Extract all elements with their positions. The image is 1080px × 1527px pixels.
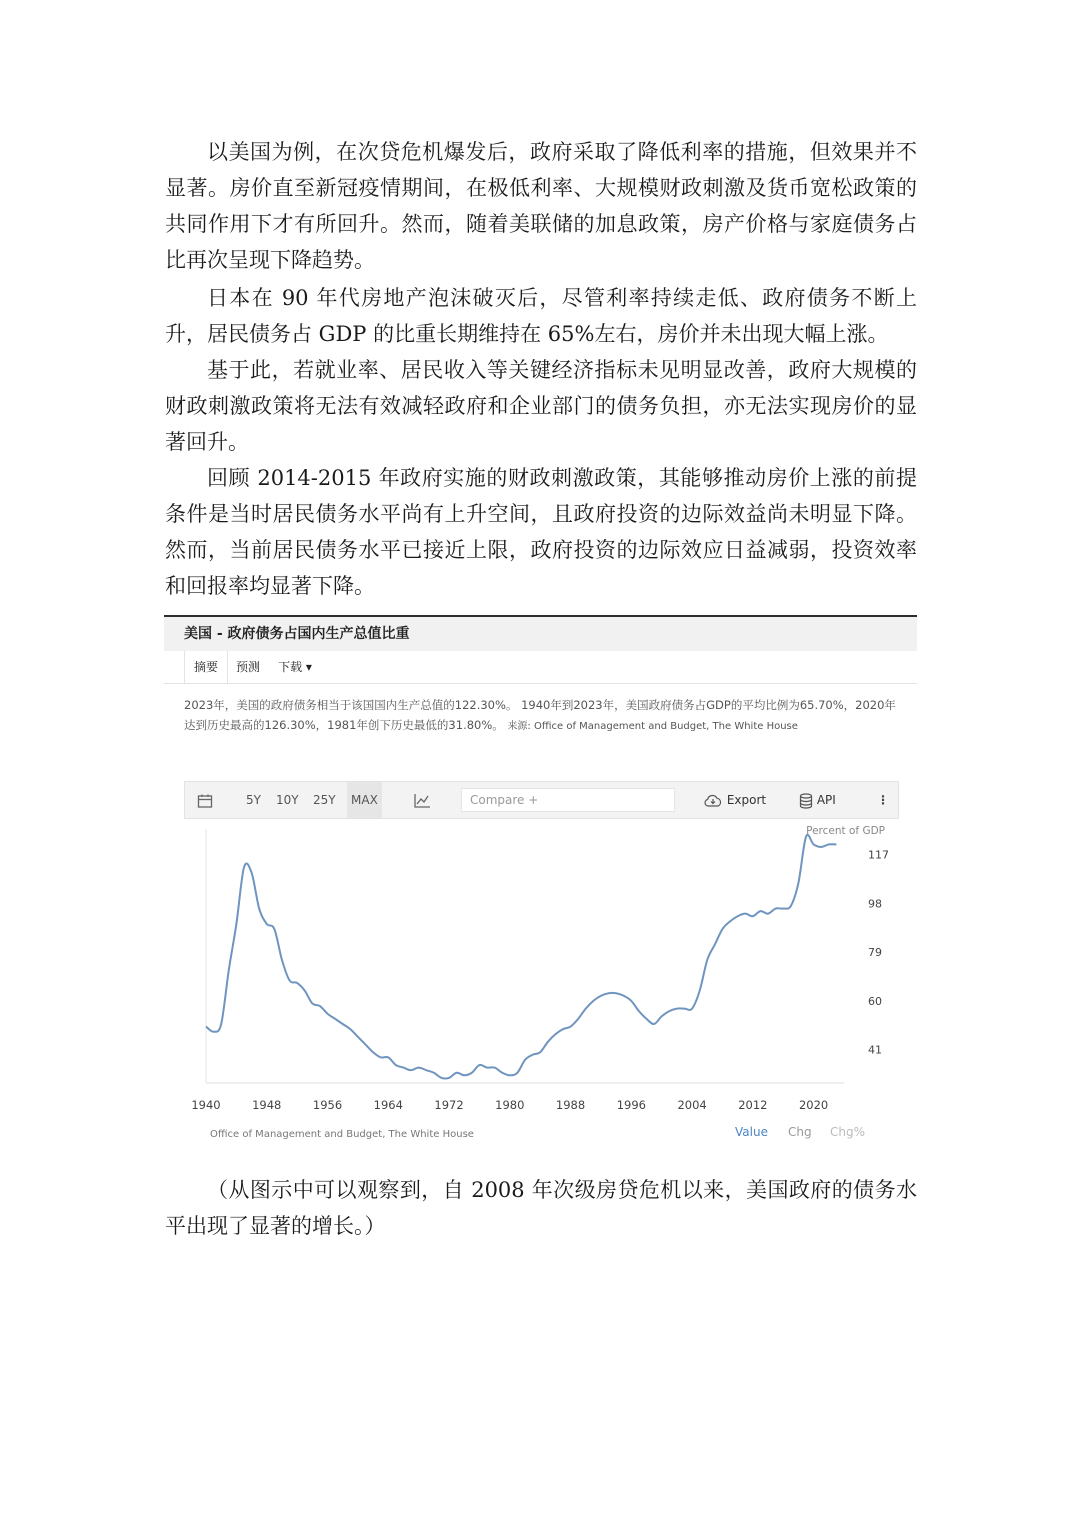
description-text: 2023年，美国的政府债务相当于该国国内生产总值的122.30%。 1940年到2023年，美国政府债务占GDP的平均比例为65.70%，2020年达到历史最高的126.30%，1981年创下历史最低的31.80%。	[184, 698, 896, 732]
export-label: Export	[726, 793, 767, 807]
x-tick-label: 1964	[373, 1098, 403, 1112]
paragraph-review-2014-2015: 回顾 2014-2015 年政府实施的财政刺激政策，其能够推动房价上涨的前提条件是当时居民债务水平尚有上升空间，且政府投资的边际效益尚未明显下降。然而，当前居民债务水平已接近上限，政府投资的边际效应日益减弱，投资效率和回报率均显著下降。	[165, 466, 917, 598]
range-max-button[interactable]: MAX	[347, 782, 382, 818]
chart-page-title: 美国 - 政府债务占国内生产总值比重	[164, 617, 917, 651]
description-source: 来源: Office of Management and Budget, The White House	[507, 721, 798, 732]
x-tick-label: 2004	[677, 1098, 707, 1112]
more-options-icon[interactable]: ⋮	[877, 793, 889, 807]
x-tick-label: 1988	[555, 1098, 586, 1112]
x-tick-label: 1940	[191, 1098, 221, 1112]
x-tick-label: 1996	[616, 1098, 646, 1112]
y-tick-label: 41	[868, 1043, 882, 1057]
chg-link[interactable]: Chg	[788, 1125, 812, 1139]
x-tick-label: 1972	[434, 1098, 464, 1112]
plot-area	[184, 819, 899, 1149]
tab-summary[interactable]: 摘要	[184, 651, 228, 683]
value-link[interactable]: Value	[735, 1125, 768, 1139]
paragraph-japan-example: 日本在 90 年代房地产泡沫破灭后，尽管利率持续走低、政府债务不断上升，居民债务占 GDP 的比重长期维持在 65%左右，房价并未出现大幅上涨。	[165, 286, 917, 346]
chart-footer-source: Office of Management and Budget, The White House	[210, 1129, 474, 1140]
x-tick-label: 1948	[252, 1098, 282, 1112]
y-tick-label: 117	[868, 848, 889, 862]
api-button[interactable]	[799, 782, 836, 818]
cloud-download-icon	[703, 794, 723, 808]
line-chart	[184, 819, 899, 1119]
calendar-icon[interactable]	[197, 782, 213, 818]
compare-input[interactable]: Compare +	[461, 788, 675, 812]
chg-pct-link[interactable]: Chg%	[830, 1125, 866, 1139]
x-tick-label: 2020	[798, 1098, 829, 1112]
y-tick-label: 60	[868, 994, 882, 1008]
y-axis-unit-label: Percent of GDP	[806, 825, 885, 837]
x-tick-label: 2012	[738, 1098, 768, 1112]
api-label: API	[816, 793, 836, 807]
tab-bar	[164, 651, 917, 684]
paragraph-us-example: 以美国为例，在次贷危机爆发后，政府采取了降低利率的措施，但效果并不显著。房价直至新冠疫情期间，在极低利率、大规模财政刺激及货币宽松政策的共同作用下才有所回升。然而，随着美联储的加息政策，房产价格与家庭债务占比再次呈现下降趋势。	[165, 140, 917, 272]
database-icon	[799, 793, 813, 809]
paragraph-conclusion: 基于此，若就业率、居民收入等关键经济指标未见明显改善，政府大规模的财政刺激政策将无法有效减轻政府和企业部门的债务负担，亦无法实现房价的显著回升。	[165, 358, 917, 454]
x-tick-label: 1956	[312, 1098, 343, 1112]
tab-download[interactable]: 下载 ▾	[278, 660, 312, 674]
embedded-chart-screenshot	[164, 615, 917, 1150]
figure-caption: （从图示中可以观察到，自 2008 年次级房贷危机以来，美国政府的债务水平出现了显著的增长。）	[165, 1178, 917, 1238]
y-tick-label: 98	[868, 897, 882, 911]
tab-forecast[interactable]: 预测	[235, 660, 260, 674]
range-25y-button[interactable]: 25Y	[313, 793, 336, 807]
y-tick-label: 79	[868, 946, 882, 960]
chart-type-icon[interactable]	[413, 782, 431, 818]
range-10y-button[interactable]: 10Y	[276, 793, 299, 807]
export-button[interactable]	[703, 782, 766, 818]
series-line	[206, 835, 836, 1079]
chart-widget	[184, 781, 899, 1149]
chart-description	[184, 695, 904, 737]
range-5y-button[interactable]: 5Y	[246, 793, 261, 807]
chart-toolbar	[184, 781, 899, 819]
x-tick-label: 1980	[495, 1098, 525, 1112]
